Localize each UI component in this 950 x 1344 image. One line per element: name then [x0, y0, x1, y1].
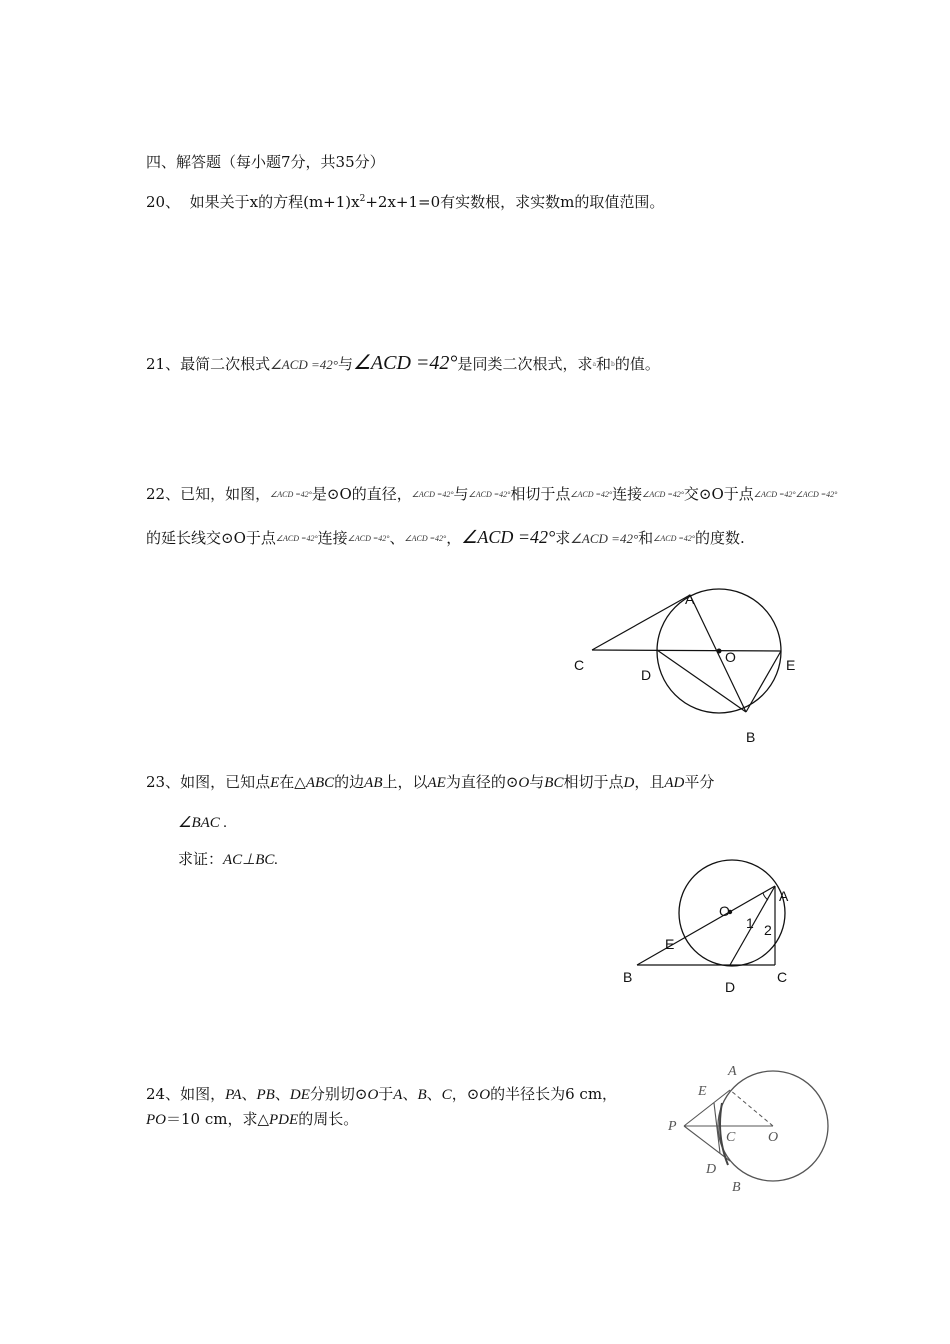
question-text: 为直径的⊙	[445, 773, 519, 791]
question-23-line-2	[178, 812, 227, 833]
math-var: C	[441, 1087, 452, 1103]
question-text: 在△	[279, 773, 306, 791]
label-a: A	[779, 888, 789, 904]
question-text: 交⊙O于点	[683, 485, 754, 503]
formula-image: a	[592, 361, 597, 368]
formula-image: ∠ACD =42°	[642, 490, 684, 499]
tangent-pb	[684, 1126, 730, 1161]
tangent-pa	[684, 1090, 730, 1126]
label-o: O	[768, 1130, 779, 1145]
label-c: C	[777, 969, 788, 985]
separator: 、	[426, 1085, 442, 1103]
formula-image: ∠ACD =42°	[653, 534, 695, 543]
question-text: 如果关于x的方程(m+1)x	[189, 193, 360, 211]
math-var: ABC	[305, 775, 335, 791]
question-text-cont: +2x+1=0有实数根，求实数m的取值范围。	[365, 193, 665, 211]
question-text: ，⊙	[451, 1085, 480, 1103]
question-text: 连接	[612, 485, 643, 503]
segment-ab	[690, 595, 746, 712]
math-var: E	[270, 775, 280, 791]
question-text: 21、最简二次根式	[146, 355, 271, 373]
math-var: PB	[256, 1087, 275, 1103]
question-text: 分别切⊙	[309, 1085, 368, 1103]
math-var: AB	[364, 775, 383, 791]
question-text: 是同类二次根式，求	[457, 355, 593, 373]
question-text: 和	[596, 355, 612, 373]
formula-image: ∠ACD =42°	[347, 534, 390, 543]
question-text: ，且	[634, 773, 665, 791]
question-text: 相切于点	[510, 485, 571, 503]
question-text: 与	[453, 485, 469, 503]
angle-arc	[763, 893, 768, 900]
question-text: 求	[555, 529, 571, 547]
label-a: A	[728, 1064, 737, 1079]
question-text: 23、如图，已知点	[146, 773, 271, 791]
math-expression: ∠BAC .	[178, 815, 228, 831]
math-var: BC	[544, 775, 564, 791]
formula-image: ∠ACD =42°	[570, 531, 639, 546]
formula-image: ∠ACD =42°	[411, 490, 454, 499]
question-24-line-1	[146, 1084, 617, 1105]
center-dot	[717, 649, 722, 654]
label-c: C	[574, 657, 585, 673]
figure-23	[615, 855, 805, 1000]
question-text: 的半径长为6 cm，	[490, 1085, 618, 1103]
math-var: B	[417, 1087, 427, 1103]
formula-image: ∠ACD =42°	[404, 534, 447, 543]
question-text: 的值。	[614, 355, 660, 373]
segment-ca	[592, 595, 690, 650]
label-b: B	[746, 729, 756, 745]
question-text: 与	[337, 355, 353, 373]
math-var: O	[518, 775, 530, 791]
math-var: PA	[225, 1087, 242, 1103]
question-text: 连接	[317, 529, 348, 547]
formula-image: ∠ACD =42°	[753, 490, 796, 499]
segment-ce	[592, 650, 781, 651]
label-a: A	[685, 591, 695, 607]
math-var: AE	[427, 775, 446, 791]
question-text: 上，以	[382, 773, 428, 791]
question-text: 平分	[684, 773, 715, 791]
math-var: O	[479, 1087, 491, 1103]
label-d: D	[641, 667, 652, 683]
formula-image: ∠ACD =42°	[795, 490, 838, 499]
label-d: D	[725, 979, 736, 995]
question-text: 是⊙O的直径，	[311, 485, 412, 503]
question-text: 于	[378, 1085, 394, 1103]
label-e: E	[665, 936, 675, 952]
section-heading: 四、解答题（每小题7分，共35分）	[146, 153, 385, 171]
question-text: 的延长线交⊙O于点	[146, 529, 276, 547]
math-var: AD	[664, 775, 685, 791]
formula-image: ∠ACD =42°	[570, 490, 613, 499]
formula-image: ∠ACD =42°	[353, 352, 458, 374]
superscript: 2	[359, 194, 366, 204]
formula-image: ∠ACD =42°	[270, 490, 312, 499]
math-var: A	[393, 1087, 403, 1103]
question-text: 和	[638, 529, 654, 547]
question-text: 相切于点	[563, 773, 624, 791]
math-var: DE	[289, 1087, 310, 1103]
question-text: 、	[389, 529, 405, 547]
formula-image: ∠ACD =42°	[270, 357, 338, 372]
figure-24	[660, 1055, 840, 1200]
label-b: B	[732, 1180, 741, 1195]
formula-image: ∠ACD =42°	[468, 490, 511, 499]
separator: 、	[274, 1085, 290, 1103]
question-text: 的边	[334, 773, 365, 791]
formula-image: ∠ACD =42°	[275, 534, 318, 543]
label-b: B	[623, 969, 633, 985]
question-23-proof	[178, 849, 278, 870]
segment-ab	[637, 886, 775, 965]
label-o: O	[725, 649, 736, 665]
question-20	[146, 189, 664, 212]
segment-eb	[746, 651, 781, 712]
label-c: C	[726, 1130, 736, 1145]
formula-image: b	[611, 361, 615, 368]
question-22-line-1	[146, 484, 837, 505]
question-21	[146, 350, 660, 378]
label-e: E	[698, 1084, 707, 1099]
label-1: 1	[746, 915, 754, 931]
question-text: ，	[446, 529, 462, 547]
math-var: O	[367, 1087, 379, 1103]
separator: 、	[241, 1085, 257, 1103]
figure-22	[560, 585, 820, 755]
proof-label: 求证：	[178, 850, 224, 868]
label-d: D	[706, 1162, 717, 1177]
math-expression: AC⊥BC.	[223, 852, 279, 868]
question-23-line-1	[146, 772, 714, 793]
separator: 、	[402, 1085, 418, 1103]
label-p: P	[668, 1119, 677, 1134]
question-number: 20、	[146, 193, 181, 211]
label-e: E	[786, 657, 796, 673]
label-o: O	[719, 903, 730, 919]
formula-image: ∠ACD =42°	[461, 527, 556, 547]
math-var: PDE	[269, 1112, 299, 1128]
label-2: 2	[764, 922, 772, 938]
question-text: 的度数.	[694, 529, 745, 547]
question-text: 24、如图，	[146, 1085, 226, 1103]
question-22-line-2	[146, 524, 745, 552]
question-text: 22、已知，如图，	[146, 485, 271, 503]
question-text: 与	[529, 773, 545, 791]
circle-o	[679, 860, 785, 966]
math-var: PO	[146, 1112, 166, 1128]
radius-oa	[730, 1090, 773, 1126]
question-24-line-2	[146, 1109, 358, 1130]
math-var: D	[623, 775, 635, 791]
question-text: 的周长。	[298, 1110, 359, 1128]
question-text: ＝10 cm，求△	[166, 1110, 270, 1128]
